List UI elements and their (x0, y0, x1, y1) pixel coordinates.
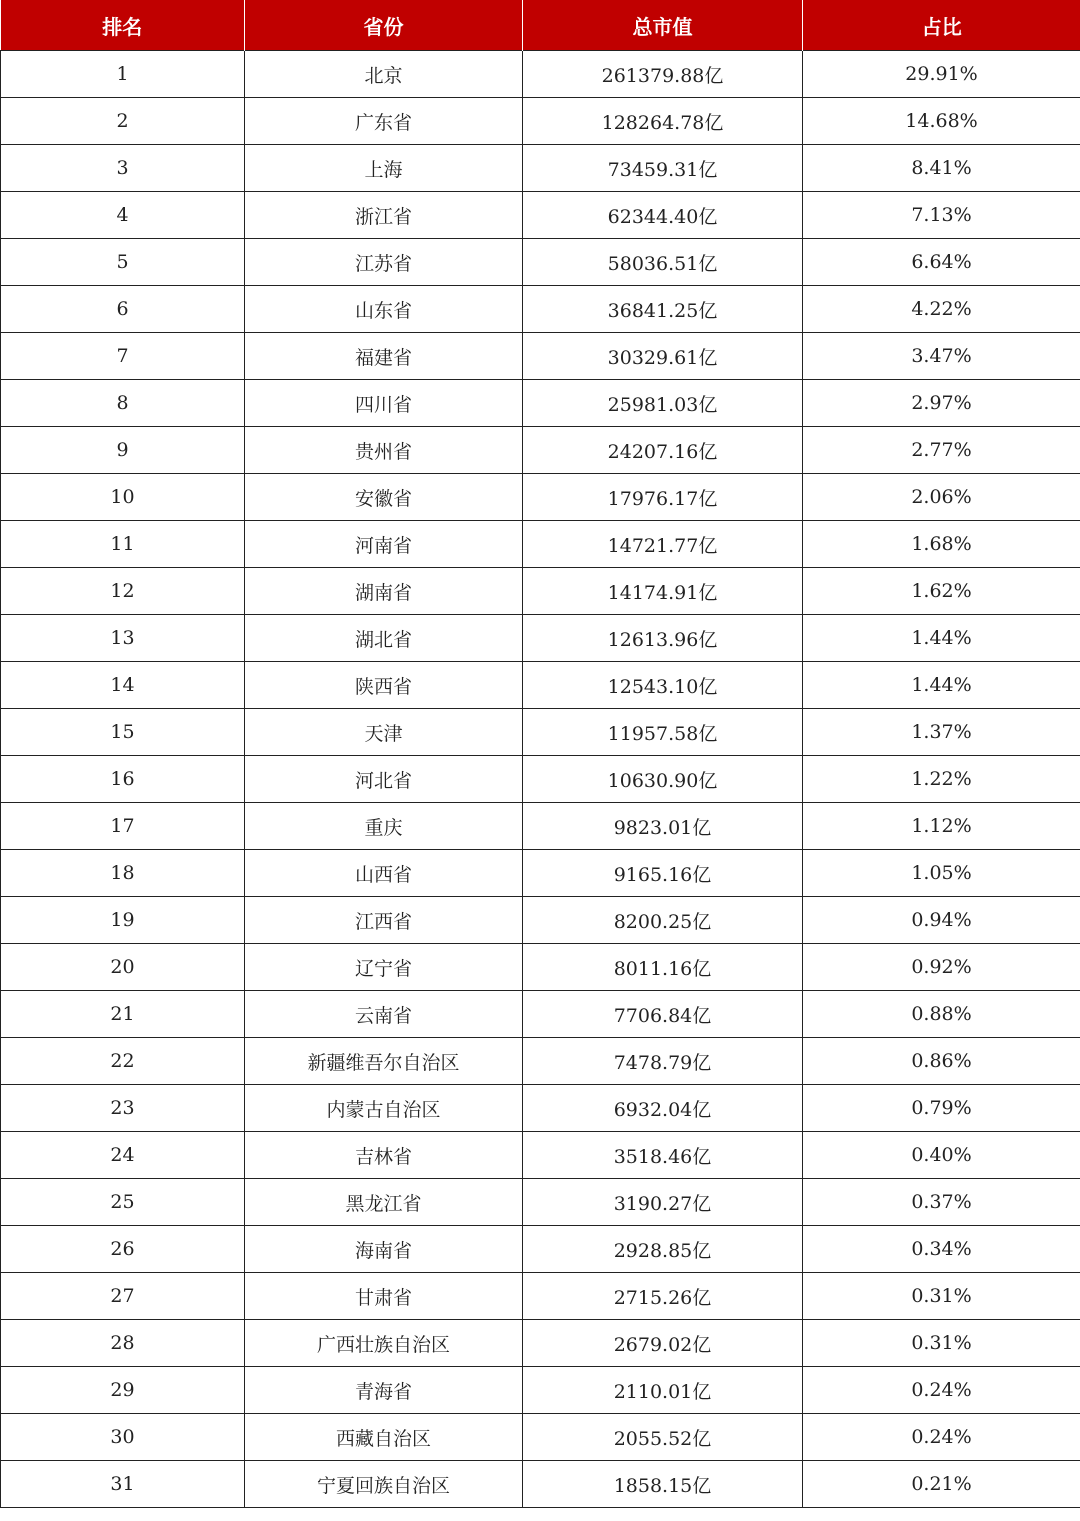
cell-share: 1.05% (803, 850, 1080, 897)
cell-share: 1.37% (803, 709, 1080, 756)
cell-market-cap: 7478.79亿 (523, 1038, 803, 1085)
cell-rank: 15 (1, 709, 245, 756)
cell-market-cap: 2055.52亿 (523, 1414, 803, 1461)
cell-market-cap: 2110.01亿 (523, 1367, 803, 1414)
table-row (1, 1085, 1080, 1132)
cell-rank: 20 (1, 944, 245, 991)
cell-share: 29.91% (803, 51, 1080, 98)
cell-rank: 4 (1, 192, 245, 239)
cell-rank: 21 (1, 991, 245, 1038)
cell-province: 江苏省 (245, 239, 523, 286)
table-body (1, 51, 1080, 1508)
cell-province: 北京 (245, 51, 523, 98)
table-row (1, 1320, 1080, 1367)
cell-province: 云南省 (245, 991, 523, 1038)
cell-rank: 7 (1, 333, 245, 380)
cell-share: 0.31% (803, 1320, 1080, 1367)
cell-rank: 17 (1, 803, 245, 850)
table-row (1, 474, 1080, 521)
table-row (1, 709, 1080, 756)
cell-market-cap: 2928.85亿 (523, 1226, 803, 1273)
cell-rank: 23 (1, 1085, 245, 1132)
cell-province: 湖南省 (245, 568, 523, 615)
cell-market-cap: 11957.58亿 (523, 709, 803, 756)
cell-province: 陕西省 (245, 662, 523, 709)
cell-province: 贵州省 (245, 427, 523, 474)
table-row (1, 521, 1080, 568)
header-market-cap: 总市值 (523, 0, 803, 51)
table-row (1, 427, 1080, 474)
cell-province: 福建省 (245, 333, 523, 380)
cell-market-cap: 14721.77亿 (523, 521, 803, 568)
cell-share: 0.79% (803, 1085, 1080, 1132)
table-row (1, 98, 1080, 145)
cell-province: 天津 (245, 709, 523, 756)
table-row (1, 662, 1080, 709)
cell-share: 1.22% (803, 756, 1080, 803)
table-row (1, 1038, 1080, 1085)
table-header (1, 0, 1080, 51)
cell-market-cap: 12543.10亿 (523, 662, 803, 709)
cell-province: 河北省 (245, 756, 523, 803)
cell-province: 吉林省 (245, 1132, 523, 1179)
cell-market-cap: 17976.17亿 (523, 474, 803, 521)
cell-market-cap: 7706.84亿 (523, 991, 803, 1038)
cell-market-cap: 73459.31亿 (523, 145, 803, 192)
table-row (1, 991, 1080, 1038)
cell-province: 宁夏回族自治区 (245, 1461, 523, 1508)
table-row (1, 897, 1080, 944)
cell-market-cap: 58036.51亿 (523, 239, 803, 286)
cell-share: 1.68% (803, 521, 1080, 568)
cell-market-cap: 12613.96亿 (523, 615, 803, 662)
cell-market-cap: 128264.78亿 (523, 98, 803, 145)
table-row (1, 239, 1080, 286)
cell-share: 0.34% (803, 1226, 1080, 1273)
cell-province: 河南省 (245, 521, 523, 568)
cell-province: 上海 (245, 145, 523, 192)
cell-market-cap: 25981.03亿 (523, 380, 803, 427)
cell-market-cap: 62344.40亿 (523, 192, 803, 239)
cell-share: 1.44% (803, 662, 1080, 709)
cell-share: 0.88% (803, 991, 1080, 1038)
cell-rank: 14 (1, 662, 245, 709)
cell-province: 重庆 (245, 803, 523, 850)
cell-rank: 31 (1, 1461, 245, 1508)
header-share: 占比 (803, 0, 1080, 51)
cell-rank: 13 (1, 615, 245, 662)
cell-share: 4.22% (803, 286, 1080, 333)
cell-share: 0.21% (803, 1461, 1080, 1508)
cell-rank: 22 (1, 1038, 245, 1085)
cell-province: 江西省 (245, 897, 523, 944)
cell-market-cap: 3518.46亿 (523, 1132, 803, 1179)
table-row (1, 1367, 1080, 1414)
cell-market-cap: 9823.01亿 (523, 803, 803, 850)
cell-rank: 11 (1, 521, 245, 568)
table-row (1, 1132, 1080, 1179)
table-row (1, 380, 1080, 427)
table-row (1, 850, 1080, 897)
cell-market-cap: 10630.90亿 (523, 756, 803, 803)
header-province: 省份 (245, 0, 523, 51)
table-row (1, 1461, 1080, 1508)
cell-province: 四川省 (245, 380, 523, 427)
cell-rank: 18 (1, 850, 245, 897)
table-row (1, 944, 1080, 991)
cell-share: 2.06% (803, 474, 1080, 521)
table-row (1, 803, 1080, 850)
cell-rank: 6 (1, 286, 245, 333)
table-row (1, 145, 1080, 192)
table-row (1, 568, 1080, 615)
cell-market-cap: 3190.27亿 (523, 1179, 803, 1226)
cell-market-cap: 24207.16亿 (523, 427, 803, 474)
cell-rank: 8 (1, 380, 245, 427)
cell-market-cap: 9165.16亿 (523, 850, 803, 897)
cell-share: 0.92% (803, 944, 1080, 991)
cell-share: 7.13% (803, 192, 1080, 239)
cell-market-cap: 2715.26亿 (523, 1273, 803, 1320)
table-row (1, 1273, 1080, 1320)
table-row (1, 756, 1080, 803)
table-row (1, 615, 1080, 662)
cell-province: 浙江省 (245, 192, 523, 239)
table-row (1, 1226, 1080, 1273)
cell-rank: 12 (1, 568, 245, 615)
cell-market-cap: 30329.61亿 (523, 333, 803, 380)
cell-rank: 9 (1, 427, 245, 474)
cell-province: 西藏自治区 (245, 1414, 523, 1461)
cell-province: 辽宁省 (245, 944, 523, 991)
cell-share: 0.86% (803, 1038, 1080, 1085)
cell-rank: 3 (1, 145, 245, 192)
cell-market-cap: 6932.04亿 (523, 1085, 803, 1132)
cell-province: 内蒙古自治区 (245, 1085, 523, 1132)
cell-rank: 2 (1, 98, 245, 145)
cell-market-cap: 36841.25亿 (523, 286, 803, 333)
cell-province: 黑龙江省 (245, 1179, 523, 1226)
cell-market-cap: 2679.02亿 (523, 1320, 803, 1367)
table-row (1, 192, 1080, 239)
cell-rank: 25 (1, 1179, 245, 1226)
cell-province: 广东省 (245, 98, 523, 145)
cell-market-cap: 14174.91亿 (523, 568, 803, 615)
cell-rank: 19 (1, 897, 245, 944)
cell-market-cap: 1858.15亿 (523, 1461, 803, 1508)
cell-share: 0.37% (803, 1179, 1080, 1226)
cell-share: 0.31% (803, 1273, 1080, 1320)
cell-share: 8.41% (803, 145, 1080, 192)
cell-province: 新疆维吾尔自治区 (245, 1038, 523, 1085)
cell-province: 甘肃省 (245, 1273, 523, 1320)
table-row (1, 51, 1080, 98)
cell-province: 山西省 (245, 850, 523, 897)
header-row (1, 0, 1080, 51)
cell-share: 0.94% (803, 897, 1080, 944)
cell-province: 安徽省 (245, 474, 523, 521)
cell-share: 6.64% (803, 239, 1080, 286)
cell-rank: 24 (1, 1132, 245, 1179)
table-row (1, 1414, 1080, 1461)
cell-share: 2.77% (803, 427, 1080, 474)
table-row (1, 286, 1080, 333)
cell-province: 山东省 (245, 286, 523, 333)
cell-rank: 26 (1, 1226, 245, 1273)
cell-province: 海南省 (245, 1226, 523, 1273)
cell-share: 0.40% (803, 1132, 1080, 1179)
header-rank: 排名 (1, 0, 245, 51)
cell-rank: 29 (1, 1367, 245, 1414)
cell-province: 广西壮族自治区 (245, 1320, 523, 1367)
table-row (1, 333, 1080, 380)
cell-rank: 5 (1, 239, 245, 286)
cell-rank: 16 (1, 756, 245, 803)
table-row (1, 1179, 1080, 1226)
cell-rank: 10 (1, 474, 245, 521)
cell-market-cap: 8011.16亿 (523, 944, 803, 991)
cell-share: 0.24% (803, 1367, 1080, 1414)
cell-market-cap: 261379.88亿 (523, 51, 803, 98)
cell-market-cap: 8200.25亿 (523, 897, 803, 944)
cell-share: 3.47% (803, 333, 1080, 380)
cell-rank: 30 (1, 1414, 245, 1461)
cell-share: 1.44% (803, 615, 1080, 662)
cell-share: 2.97% (803, 380, 1080, 427)
cell-share: 0.24% (803, 1414, 1080, 1461)
cell-share: 1.12% (803, 803, 1080, 850)
cell-rank: 28 (1, 1320, 245, 1367)
cell-province: 青海省 (245, 1367, 523, 1414)
cell-rank: 27 (1, 1273, 245, 1320)
cell-share: 14.68% (803, 98, 1080, 145)
cell-share: 1.62% (803, 568, 1080, 615)
cell-rank: 1 (1, 51, 245, 98)
cell-province: 湖北省 (245, 615, 523, 662)
